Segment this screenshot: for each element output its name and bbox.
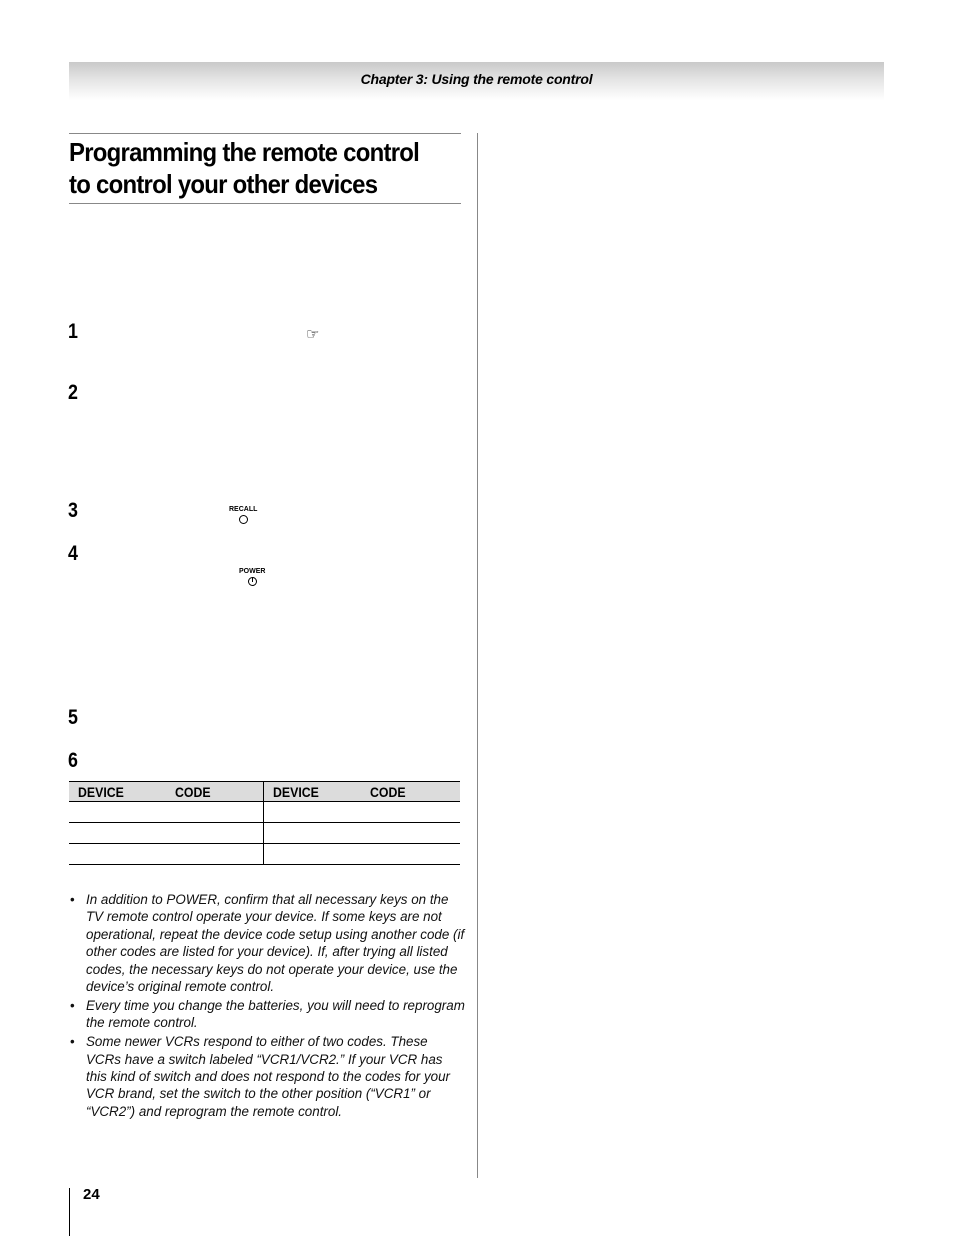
power-symbol-icon [248,577,257,586]
step-number-1: 1 [68,320,78,343]
power-button-label: POWER [239,568,266,575]
table-header-device-2: DEVICE [264,782,362,802]
table-row [69,844,460,865]
footer-rule [69,1188,70,1236]
column-divider [477,133,478,1178]
title-rule-bottom [69,203,461,204]
recall-circle-icon [239,515,248,524]
device-code-table [69,781,460,865]
note-item: • Every time you change the batteries, you will need to reprogram the remote control. [69,997,465,1032]
page-title-line-1: Programming the remote control [69,137,420,167]
step-number-3: 3 [68,499,78,522]
step-number-2: 2 [68,381,78,404]
page-number: 24 [83,1186,100,1203]
step-number-5: 5 [68,706,78,729]
note-item: • In addition to POWER, confirm that all necessary keys on the TV remote control operate your device. If some keys are not operational, repeat the device code setup using another code (if other codes are listed for your device). If, after trying all listed codes, the necessary keys do not operate your device, use the device’s original remote control. [69,891,465,995]
chapter-header-bar [69,62,884,100]
recall-button-icon [229,506,257,524]
note-item: • Some newer VCRs respond to either of two codes. These VCRs have a switch labeled “VCR1/VCR2.” If your VCR has this kind of switch and does not respond to the codes for your VCR brand, set the switch to the other position (“VCR1” or “VCR2”) and reprogram the remote control. [69,1033,465,1120]
chapter-title: Chapter 3: Using the remote control [360,71,593,87]
table-header-code-1: CODE [166,782,264,802]
title-rule-top [69,133,461,134]
pointing-hand-icon: ☞ [306,326,320,343]
notes-list [69,891,465,1122]
table-header-row [69,782,460,802]
page-title-line-2: to control your other devices [69,169,378,199]
step-number-4: 4 [68,542,78,565]
step-number-6: 6 [68,749,78,772]
table-header-code-2: CODE [361,782,460,802]
table-row [69,823,460,844]
recall-button-label: RECALL [229,506,258,513]
power-button-icon [239,568,265,586]
table-header-device-1: DEVICE [69,782,166,802]
page-title [69,136,437,200]
table-row [69,802,460,823]
